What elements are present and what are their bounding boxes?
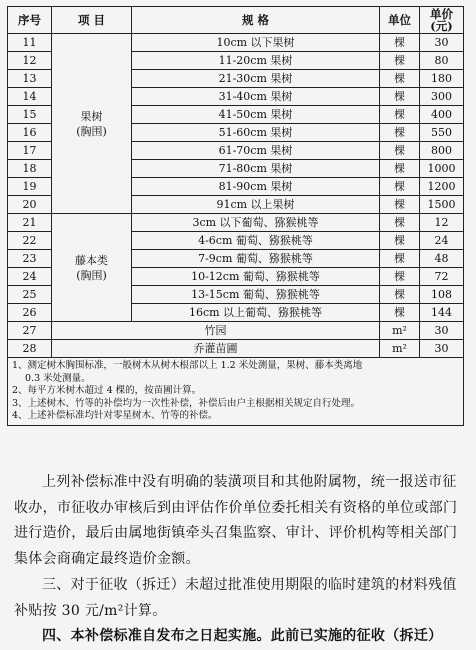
row-unit: m² bbox=[380, 340, 420, 358]
row-unit: 棵 bbox=[380, 142, 420, 160]
row-spec: 81-90cm 果树 bbox=[132, 178, 380, 196]
row-spec: 11-20cm 果树 bbox=[132, 52, 380, 70]
row-price: 48 bbox=[420, 250, 464, 268]
row-number: 24 bbox=[8, 268, 52, 286]
header-unit: 单位 bbox=[380, 7, 420, 34]
header-item: 项 目 bbox=[52, 7, 132, 34]
notes-row bbox=[8, 358, 464, 426]
table-body bbox=[8, 34, 464, 426]
row-spec: 10-12cm 葡萄、猕猴桃等 bbox=[132, 268, 380, 286]
row-unit: 棵 bbox=[380, 52, 420, 70]
row-price: 72 bbox=[420, 268, 464, 286]
row-number: 11 bbox=[8, 34, 52, 52]
category-label: 果树 bbox=[80, 109, 103, 123]
row-spec: 3cm 以下葡萄、猕猴桃等 bbox=[132, 214, 380, 232]
row-price: 180 bbox=[420, 70, 464, 88]
paragraph-supplementary: 上列补偿标准中没有明确的装潢项目和其他附属物，统一报送市征收办，市征收办审核后到由评估作价单位委托相关有资格的单位或部门进行造价，最后由属地街镇牵头召集监察、审计、评价机构等相关部门集体会商确定最终造价金额。 bbox=[14, 474, 458, 567]
row-number: 23 bbox=[8, 250, 52, 268]
row-number: 22 bbox=[8, 232, 52, 250]
row-unit: 棵 bbox=[380, 214, 420, 232]
row-unit: 棵 bbox=[380, 286, 420, 304]
row-number: 17 bbox=[8, 142, 52, 160]
row-spec: 乔灌苗圃 bbox=[52, 340, 380, 358]
note-line: 0.3 米处测量。 bbox=[25, 372, 91, 384]
row-unit: 棵 bbox=[380, 196, 420, 214]
row-number: 19 bbox=[8, 178, 52, 196]
row-price: 24 bbox=[420, 232, 464, 250]
category-vine bbox=[52, 214, 132, 322]
row-unit: 棵 bbox=[380, 250, 420, 268]
header-spec: 规 格 bbox=[132, 7, 380, 34]
row-number: 26 bbox=[8, 304, 52, 322]
table-row bbox=[8, 214, 464, 232]
row-unit: 棵 bbox=[380, 268, 420, 286]
row-number: 13 bbox=[8, 70, 52, 88]
row-number: 20 bbox=[8, 196, 52, 214]
row-unit: 棵 bbox=[380, 232, 420, 250]
row-unit: 棵 bbox=[380, 124, 420, 142]
header-number: 序号 bbox=[8, 7, 52, 34]
note-line: 1、测定树木胸围标准，一般树木从树木根部以上 1.2 米处测量，果树、藤本类离地 bbox=[12, 360, 363, 371]
row-unit: 棵 bbox=[380, 34, 420, 52]
row-spec: 7-9cm 葡萄、猕猴桃等 bbox=[132, 250, 380, 268]
row-price: 30 bbox=[420, 322, 464, 340]
category-sub-label: (胸围) bbox=[76, 268, 107, 282]
row-spec: 71-80cm 果树 bbox=[132, 160, 380, 178]
row-price: 1000 bbox=[420, 160, 464, 178]
table-row bbox=[8, 340, 464, 358]
row-spec: 61-70cm 果树 bbox=[132, 142, 380, 160]
row-spec: 51-60cm 果树 bbox=[132, 124, 380, 142]
row-price: 108 bbox=[420, 286, 464, 304]
row-price: 550 bbox=[420, 124, 464, 142]
row-price: 144 bbox=[420, 304, 464, 322]
row-spec: 竹园 bbox=[52, 322, 380, 340]
table-row bbox=[8, 34, 464, 52]
row-price: 80 bbox=[420, 52, 464, 70]
row-unit: 棵 bbox=[380, 160, 420, 178]
note-line: 4、上述补偿标准均针对零星树木、竹等的补偿。 bbox=[12, 410, 218, 421]
row-spec: 10cm 以下果树 bbox=[132, 34, 380, 52]
row-number: 14 bbox=[8, 88, 52, 106]
row-price: 800 bbox=[420, 142, 464, 160]
category-fruit-tree bbox=[52, 34, 132, 214]
table-row bbox=[8, 322, 464, 340]
table-notes bbox=[8, 358, 464, 426]
row-number: 21 bbox=[8, 214, 52, 232]
row-spec: 21-30cm 果树 bbox=[132, 70, 380, 88]
row-number: 25 bbox=[8, 286, 52, 304]
row-unit: 棵 bbox=[380, 88, 420, 106]
note-line: 3、上述树木、竹等的补偿均为一次性补偿，补偿后由户主根据相关规定自行处理。 bbox=[12, 397, 361, 409]
row-number: 15 bbox=[8, 106, 52, 124]
row-spec: 31-40cm 果树 bbox=[132, 88, 380, 106]
row-number: 27 bbox=[8, 322, 52, 340]
table-header-row bbox=[8, 7, 464, 34]
row-price: 12 bbox=[420, 214, 464, 232]
row-number: 18 bbox=[8, 160, 52, 178]
note-line: 2、每平方米树木超过 4 棵的，按苗圃计算。 bbox=[12, 385, 202, 396]
row-spec: 41-50cm 果树 bbox=[132, 106, 380, 124]
row-unit: 棵 bbox=[380, 70, 420, 88]
row-price: 30 bbox=[420, 340, 464, 358]
row-spec: 91cm 以上果树 bbox=[132, 196, 380, 214]
row-price: 1500 bbox=[420, 196, 464, 214]
paragraph-temporary-buildings: 三、对于征收（拆迁）未超过批准使用期限的临时建筑的材料残值补贴按 30 元/m²计算。 bbox=[14, 577, 457, 619]
row-spec: 4-6cm 葡萄、猕猴桃等 bbox=[132, 232, 380, 250]
row-number: 12 bbox=[8, 52, 52, 70]
category-label: 藤本类 bbox=[75, 253, 108, 267]
row-unit: 棵 bbox=[380, 304, 420, 322]
row-price: 300 bbox=[420, 88, 464, 106]
row-number: 28 bbox=[8, 340, 52, 358]
row-unit: 棵 bbox=[380, 178, 420, 196]
paragraph-effective-date: 四、本补偿标准自发布之日起实施。此前已实施的征收（拆迁） bbox=[42, 628, 443, 644]
category-sub-label: (胸围) bbox=[76, 124, 107, 138]
row-price: 400 bbox=[420, 106, 464, 124]
compensation-table bbox=[7, 6, 464, 426]
row-number: 16 bbox=[8, 124, 52, 142]
row-unit: 棵 bbox=[380, 106, 420, 124]
row-spec: 13-15cm 葡萄、猕猴桃等 bbox=[132, 286, 380, 304]
row-price: 30 bbox=[420, 34, 464, 52]
row-spec: 16cm 以上葡萄、猕猴桃等 bbox=[132, 304, 380, 322]
row-unit: m² bbox=[380, 322, 420, 340]
row-price: 1200 bbox=[420, 178, 464, 196]
header-price: 单价 (元) bbox=[420, 7, 464, 34]
